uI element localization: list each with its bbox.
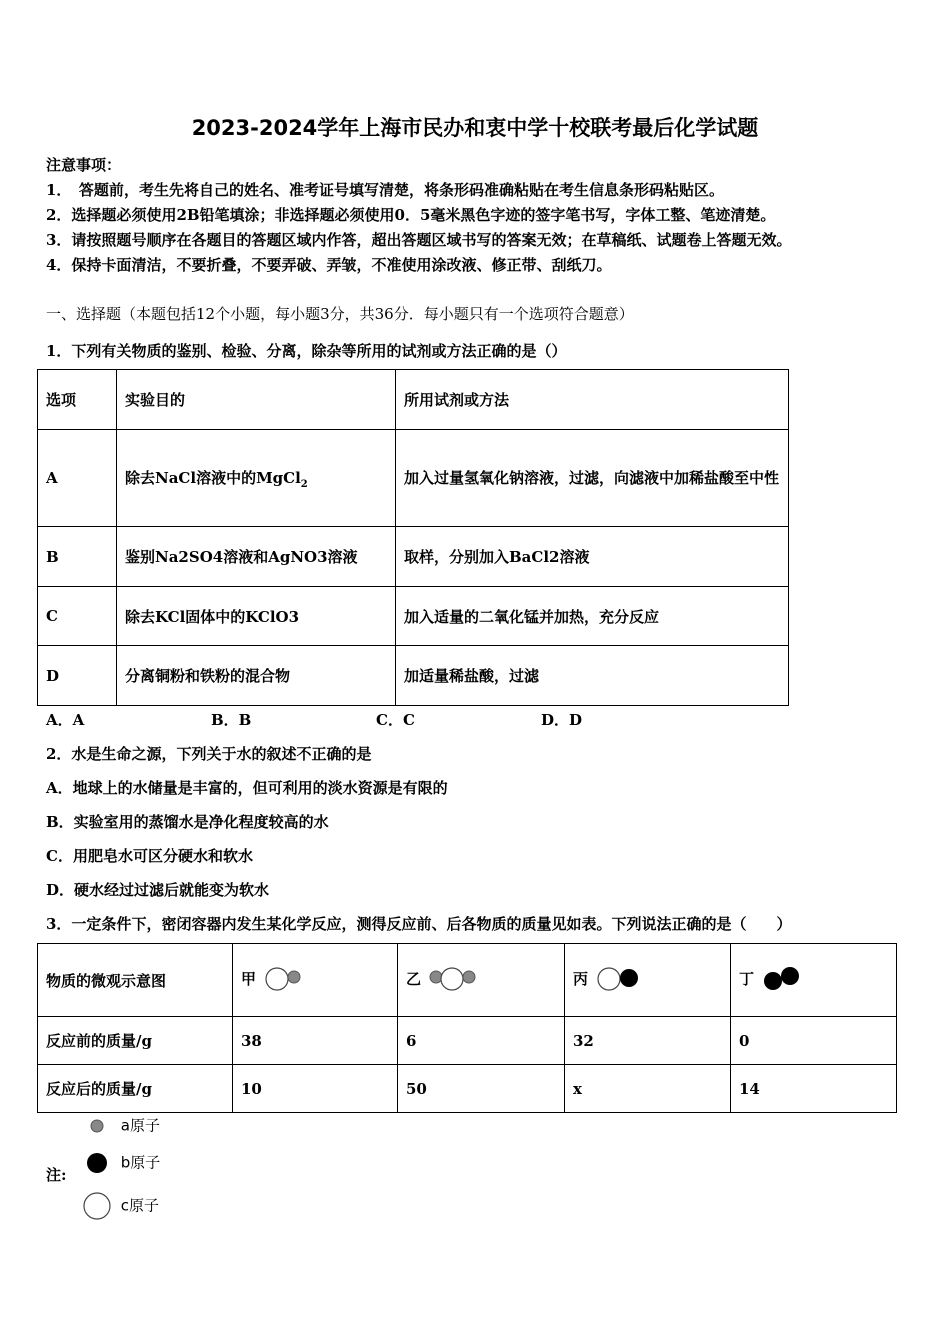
legend-label: b原子 xyxy=(120,1153,161,1172)
method-cell: 加入过量氢氧化钠溶液，过滤，向滤液中加稀盐酸至中性 xyxy=(396,430,789,527)
question-3-stem: 3．一定条件下，密闭容器内发生某化学反应，测得反应前、后各物质的质量见如表。下列说法正确的是（ ） xyxy=(46,915,792,933)
table-header: 实验目的 xyxy=(117,370,396,430)
question-3-table xyxy=(37,943,897,1113)
option-b[interactable]: B．B xyxy=(211,711,252,729)
notice-item: 2．选择题必须使用2B铅笔填涂；非选择题必须使用0．5毫米黑色字迹的签字笔书写，字体工整、笔迹清楚。 xyxy=(46,206,776,224)
mass-after: x xyxy=(565,1065,731,1113)
method-cell: 加入适量的二氧化锰并加热，充分反应 xyxy=(396,587,789,646)
option-c[interactable]: C．C xyxy=(376,711,415,729)
notice-heading: 注意事项： xyxy=(46,156,122,174)
section-heading: 一、选择题（本题包括12个小题，每小题3分，共36分．每小题只有一个选项符合题意） xyxy=(46,305,634,323)
purpose-cell: 鉴别Na2SO4溶液和AgNO3溶液 xyxy=(117,527,396,587)
notice-item: 1． 答题前，考生先将自己的姓名、准考证号填写清楚，将条形码准确粘贴在考生信息条形码粘贴区。 xyxy=(46,181,724,199)
substance-cell xyxy=(398,944,565,1017)
option-c[interactable]: C．用肥皂水可区分硬水和软水 xyxy=(46,847,253,865)
substance-label: 丁 xyxy=(739,970,755,988)
molecule-jia-icon xyxy=(263,965,307,995)
purpose-cell: 除去NaCl溶液中的MgCl$_2$ xyxy=(117,430,396,527)
substance-cell xyxy=(565,944,731,1017)
row-label: 反应后的质量/g xyxy=(38,1065,233,1113)
option-d[interactable]: D．硬水经过过滤后就能变为软水 xyxy=(46,881,270,899)
option-a[interactable]: A．A xyxy=(46,711,85,729)
substance-cell xyxy=(233,944,398,1017)
mass-before: 32 xyxy=(565,1017,731,1065)
a-atom-icon xyxy=(80,1114,116,1138)
question-1-stem: 1．下列有关物质的鉴别、检验、分离，除杂等所用的试剂或方法正确的是（） xyxy=(46,342,567,360)
note-label: 注: xyxy=(46,1166,67,1184)
table-header: 所用试剂或方法 xyxy=(396,370,789,430)
mass-after: 10 xyxy=(233,1065,398,1113)
notice-item: 3．请按照题号顺序在各题目的答题区域内作答，超出答题区域书写的答案无效；在草稿纸、试题卷上答题无效。 xyxy=(46,231,792,249)
c-atom-icon xyxy=(80,1190,116,1222)
molecule-yi-icon xyxy=(428,965,478,995)
method-cell: 加适量稀盐酸，过滤 xyxy=(396,646,789,706)
method-cell: 取样，分别加入BaCl2溶液 xyxy=(396,527,789,587)
option-d[interactable]: D．D xyxy=(541,711,583,729)
substance-label: 丙 xyxy=(573,970,589,988)
legend-label: c原子 xyxy=(120,1196,160,1215)
legend-label: a原子 xyxy=(120,1116,160,1135)
option-cell: D xyxy=(38,646,117,706)
row-label: 物质的微观示意图 xyxy=(38,944,233,1017)
molecule-bing-icon xyxy=(595,965,645,995)
mass-after: 14 xyxy=(731,1065,897,1113)
option-a[interactable]: A．地球上的水储量是丰富的，但可利用的淡水资源是有限的 xyxy=(46,779,448,797)
mass-after: 50 xyxy=(398,1065,565,1113)
substance-label: 甲 xyxy=(241,970,257,988)
b-atom-icon xyxy=(80,1150,116,1176)
legend-a xyxy=(80,1114,160,1138)
table-header: 选项 xyxy=(38,370,117,430)
purpose-cell: 除去KCl固体中的KClO3 xyxy=(117,587,396,646)
mass-before: 0 xyxy=(731,1017,897,1065)
legend-b xyxy=(80,1150,160,1176)
option-cell: A xyxy=(38,430,117,527)
mass-before: 38 xyxy=(233,1017,398,1065)
page-title: 2023-2024学年上海市民办和衷中学十校联考最后化学试题 xyxy=(191,116,759,140)
question-1-options xyxy=(46,709,706,730)
molecule-ding-icon xyxy=(761,965,805,995)
question-2-stem: 2．水是生命之源，下列关于水的叙述不正确的是 xyxy=(46,745,372,763)
notice-item: 4．保持卡面清洁，不要折叠，不要弄破、弄皱，不准使用涂改液、修正带、刮纸刀。 xyxy=(46,256,612,274)
substance-label: 乙 xyxy=(406,970,422,988)
legend-c xyxy=(80,1190,159,1222)
substance-cell xyxy=(731,944,897,1017)
option-cell: C xyxy=(38,587,117,646)
mass-before: 6 xyxy=(398,1017,565,1065)
option-b[interactable]: B．实验室用的蒸馏水是净化程度较高的水 xyxy=(46,813,329,831)
option-cell: B xyxy=(38,527,117,587)
row-label: 反应前的质量/g xyxy=(38,1017,233,1065)
purpose-cell: 分离铜粉和铁粉的混合物 xyxy=(117,646,396,706)
question-1-table xyxy=(37,369,789,706)
